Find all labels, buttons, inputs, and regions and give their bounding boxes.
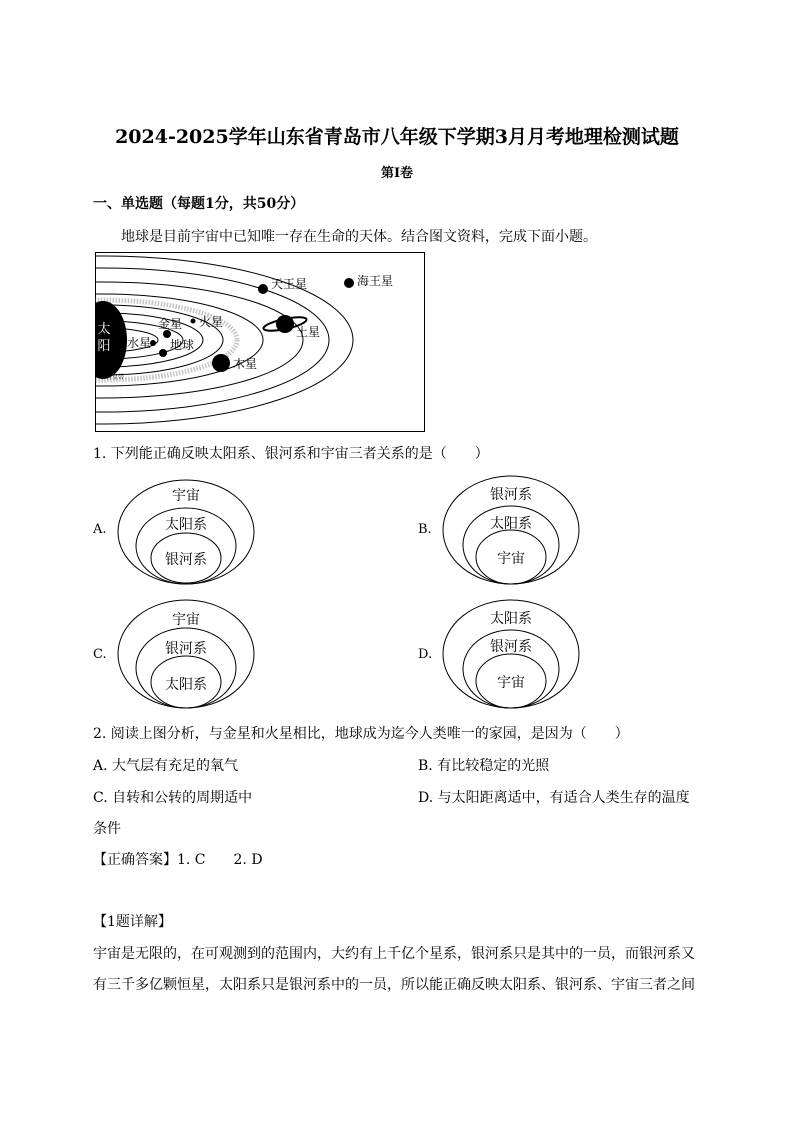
saturn-label: 土星 — [296, 325, 321, 339]
solar-system-diagram — [95, 252, 425, 432]
mercury-label: 水星 — [127, 336, 152, 350]
q1-c-outer-label: 宇宙 — [172, 612, 200, 628]
q1-b-middle-label: 太阳系 — [490, 516, 532, 532]
sun-label-1: 太 — [97, 322, 111, 337]
venus-label: 金星 — [158, 317, 183, 331]
q1-a-inner-label: 银河系 — [165, 552, 207, 568]
q1-d-outer-label: 太阳系 — [490, 611, 532, 627]
asteroid-belt-label: 小行星带 — [100, 374, 125, 381]
uranus-label: 天王星 — [271, 277, 308, 291]
q1-c-middle-label: 银河系 — [165, 641, 207, 657]
uranus — [258, 284, 268, 294]
mars — [191, 319, 196, 324]
detail-heading: 【1题详解】 — [93, 914, 172, 930]
answer-line: 【正确答案】1. C 2. D — [93, 852, 263, 868]
venus — [163, 330, 171, 338]
q1-option-d-diagram — [441, 598, 581, 710]
q2-option-d-continued: 条件 — [93, 821, 121, 837]
q1-stem: 1. 下列能正确反映太阳系、银河系和宇宙三者关系的是（ ） — [93, 446, 489, 462]
q1-option-b-diagram — [441, 474, 581, 586]
detail-line-1: 宇宙是无限的，在可观测到的范围内，大约有上千亿个星系，银河系只是其中的一员，而银河系又 — [93, 946, 695, 962]
q1-b-outer-label: 银河系 — [490, 487, 532, 503]
sun-label-2: 阳 — [97, 339, 111, 354]
neptune-label: 海王星 — [357, 274, 394, 288]
q1-a-outer-label: 宇宙 — [172, 488, 200, 504]
q1-d-inner-label: 宇宙 — [497, 675, 525, 691]
section-heading: 一、单选题（每题1分，共50分） — [93, 196, 305, 212]
q2-option-c: C. 自转和公转的周期适中 — [93, 790, 253, 806]
q1-option-b-label: B. — [418, 522, 432, 537]
q2-option-b: B. 有比较稳定的光照 — [418, 758, 550, 774]
earth-label: 地球 — [170, 338, 195, 352]
q2-stem: 2. 阅读上图分析，与金星和火星相比，地球成为迄今人类唯一的家园，是因为（ ） — [93, 726, 629, 742]
q1-c-inner-label: 太阳系 — [165, 677, 207, 693]
q1-option-a-diagram — [116, 478, 256, 586]
q1-option-c-diagram — [116, 598, 256, 710]
neptune — [344, 278, 354, 288]
q1-d-middle-label: 银河系 — [490, 639, 532, 655]
intro-text: 地球是目前宇宙中已知唯一存在生命的天体。结合图文资料，完成下面小题。 — [121, 229, 597, 245]
mars-label: 火星 — [199, 315, 224, 329]
q1-option-a-label: A. — [93, 522, 107, 537]
detail-line-2: 有三千多亿颗恒星，太阳系只是银河系中的一员，所以能正确反映太阳系、银河系、宇宙三者之间 — [93, 977, 695, 993]
q2-option-d: D. 与太阳距离适中，有适合人类生存的温度 — [418, 790, 690, 806]
q2-option-a: A. 大气层有充足的氧气 — [93, 758, 239, 774]
page-title: 2024-2025学年山东省青岛市八年级下学期3月月考地理检测试题 — [115, 126, 679, 148]
q1-a-middle-label: 太阳系 — [165, 517, 207, 533]
q1-b-inner-label: 宇宙 — [497, 551, 525, 567]
volume-label: 第Ⅰ卷 — [380, 166, 414, 181]
q1-option-c-label: C. — [93, 647, 107, 662]
jupiter-label: 木星 — [233, 357, 258, 371]
earth — [159, 349, 167, 357]
q1-option-d-label: D. — [418, 647, 433, 662]
jupiter — [212, 354, 230, 372]
